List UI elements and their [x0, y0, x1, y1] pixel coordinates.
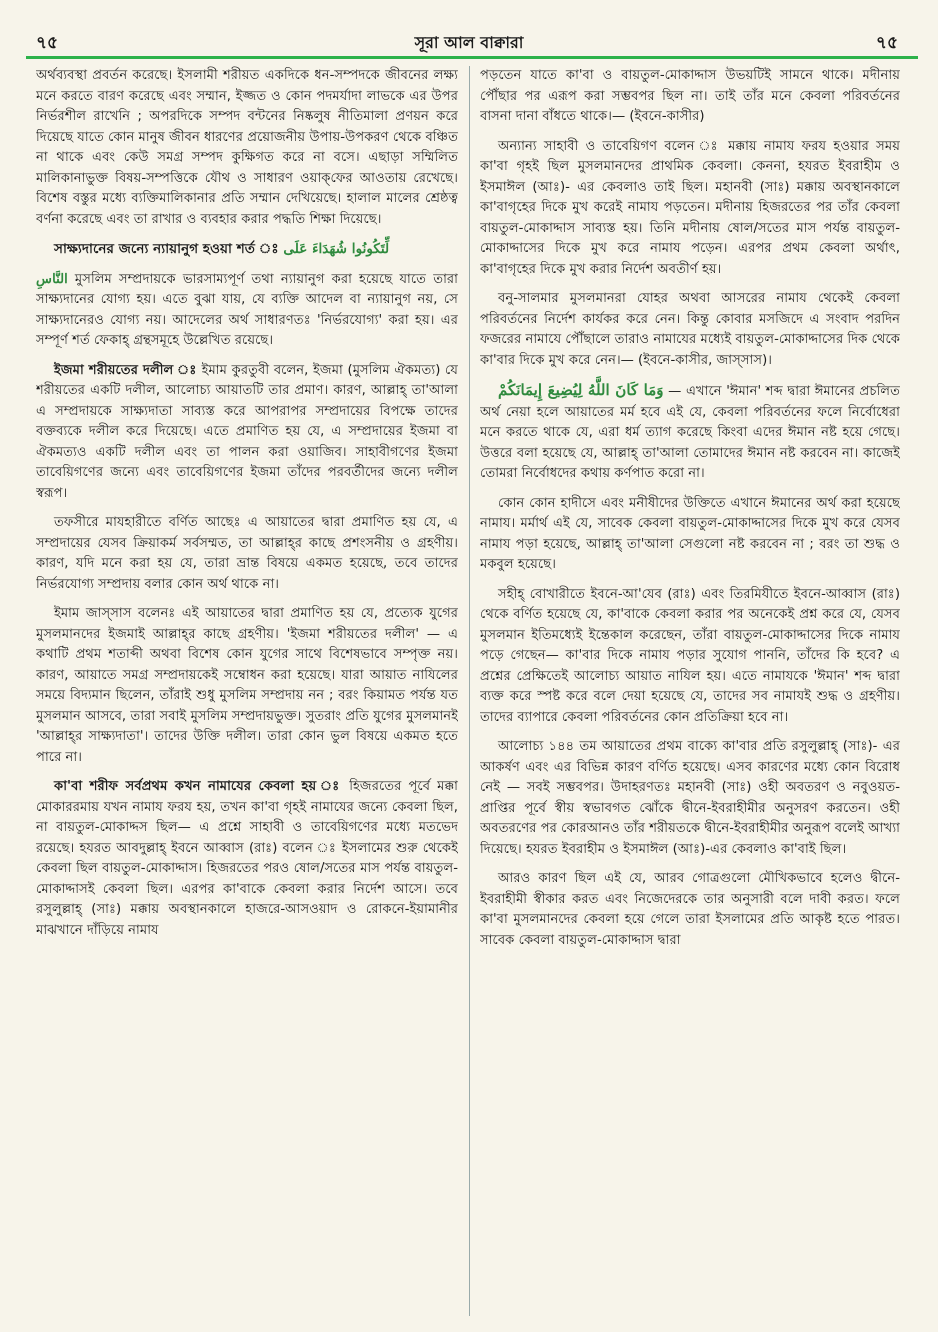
right-column — [480, 66, 900, 1321]
page-number-right: ৭৫ — [875, 33, 898, 53]
page-header — [0, 0, 938, 58]
paragraph: আলোচ্য ১৪৪ তম আয়াতের প্রথম বাক্যে কা'বার প্রতি রসুলুল্লাহ্ (সাঃ)- এর আকর্ষণ এবং এর বিভিন্ন কারণ বর্ণিত হয়েছে। এসব কারণের মধ্যে কোন বিরোধ নেই — সবই সম্ভবপর। উদাহরণতঃ মহানবী (সাঃ) ওহী অবতরণ ও নবুওয়ত-প্রাপ্তির পূর্বে স্বীয় স্বভাবগত ঝোঁকে দ্বীনে-ইবরাহীমীর অনুসরণ করতেন। ওহী অবতরণের পর কোরআনও তাঁর শরীয়তকে দ্বীনে-ইবরাহীমীর অনুরূপ বলেই আখ্যা দিয়েছে। হযরত ইবরাহীম ও ইসমাঈল (আঃ)-এর কেবলাও কা'বাই ছিল। — [480, 739, 900, 857]
paragraph: তফসীরে মাযহারীতে বর্ণিত আছেঃ এ আয়াতের দ্বারা প্রমাণিত হয় যে, এ সম্প্রদায়ের যেসব ক্রিয়াকর্ম সর্বসম্মত, তা আল্লাহ্‌র কাছে প্রশংসনীয় ও গ্রহণীয়। কারণ, যদি মনে করা হয় যে, তারা ভ্রান্ত বিষয়ে একমত হয়েছে, তবে তাদের নির্ভরযোগ্য সম্প্রদায় বলার কোন অর্থ থাকে না। — [36, 515, 458, 592]
paragraph: আরও কারণ ছিল এই যে, আরব গোত্রগুলো মৌখিকভাবে হলেও দ্বীনে-ইবরাহীমী স্বীকার করত এবং নিজেদেরকে তার অনুসারী বলে দাবী করত। ফলে কা'বা মুসলমানদের কেবলা হয়ে গেলে তারা ইসলামের প্রতি আকৃষ্ট হতে পারত। সাবেক কেবলা বায়তুল-মোকাদ্দাস দ্বারা — [480, 871, 900, 948]
arabic-verse: النَّاسِ — [36, 271, 68, 287]
paragraph-text: — এখানে 'ঈমান' শব্দ দ্বারা ঈমানের প্রচলিত অর্থ নেয়া হলে আয়াতের মর্ম হবে এই যে, কেবলা পরিবর্তনের ফলে নির্বোধেরা মনে করতে থাকে যে, এরা ধর্ম ত্যাগ করেছে কিংবা এদের ঈমান নষ্ট হয়ে গেছে। উত্তরে বলা হয়েছে যে, আল্লাহ্ তা'আলা তোমাদের ঈমান নষ্ট করবেন না। কাজেই তোমরা নির্বোধদের কথায় কর্ণপাত করো না। — [480, 384, 900, 481]
arabic-verse: وَمَا كَانَ اللَّهُ لِيُضِيعَ إِيمَانَكُمْ — [498, 381, 664, 399]
paragraph: ইমাম জাস্‌সাস বলেনঃ এই আয়াতের দ্বারা প্রমাণিত হয় যে, প্রত্যেক যুগের মুসলমানদের ইজমাই আল্লাহ্‌র কাছে গ্রহণীয়। 'ইজমা শরীয়তের দলীল' — এ কথাটি প্রথম শতাব্দী অথবা বিশেষ কোন যুগের সাথে বিশেষভাবে সম্পৃক্ত নয়। কারণ, আয়াতে সমগ্র সম্প্রদায়কেই সম্বোধন করা হয়েছে। যারা আয়াত নাযিলের সময়ে বিদ্যমান ছিলেন, তাঁরাই শুধু মুসলিম সম্প্রদায় নন ; বরং কিয়ামত পর্যন্ত যত মুসলমান আসবে, তারা সবাই মুসলিম সম্প্রদায়ভুক্ত। সুতরাং প্রতি যুগের মুসলমানই 'আল্লাহ্‌র সাক্ষ্যদাতা'। তাদের উক্তি দলীল। তারা কোন ভুল বিষয়ে একমত হতে পারে না। — [36, 606, 458, 765]
paragraph: অর্থব্যবস্থা প্রবর্তন করেছে। ইসলামী শরীয়ত একদিকে ধন-সম্পদকে জীবনের লক্ষ্য মনে করতে বারণ করেছে এবং সম্মান, ইজ্জত ও কোন পদমর্যাদা লাভকে এর উপর নির্ভরশীল রাখেনি ; অপরদিকে সম্পদ বন্টনের নিষ্কলুষ নীতিমালা প্রণয়ন করে দিয়েছে যাতে কোন মানুষ জীবন ধারণের প্রয়োজনীয় উপায়-উপকরণ থেকে বঞ্চিত না থাকে এবং কেউ সমগ্র সম্পদ কুক্ষিগত করে না বসে। এছাড়া সম্মিলিত মালিকানাভুক্ত বিষয়-সম্পত্তিকে যৌথ ও সাধারণ ওয়াক্‌ফের আওতায় রেখেছে। বিশেষ বস্তুর মধ্যে ব্যক্তিমালিকানার প্রতি সম্মান দেখিয়েছে। হালাল মালের শ্রেষ্ঠত্ব বর্ণনা করেছে এবং তা রাখার ও ব্যবহার করার পদ্ধতি শিক্ষা দিয়েছে। — [36, 68, 458, 227]
paragraph: পড়তেন যাতে কা'বা ও বায়তুল-মোকাদ্দাস উভয়টিই সামনে থাকে। মদীনায় পৌঁছার পর এরূপ করা সম্ভবপর ছিল না। তাই তাঁর মনে কেবলা পরিবর্তনের বাসনা দানা বাঁধতে থাকে।— (ইবনে-কাসীর) — [480, 68, 900, 124]
paragraph — [36, 361, 458, 505]
paragraph: সহীহ্ বোখারীতে ইবনে-আ'যেব (রাঃ) এবং তিরমিযীতে ইবনে-আব্বাস (রাঃ) থেকে বর্ণিত হয়েছে যে, কা'বাকে কেবলা করার পর অনেকেই প্রশ্ন করে যে, যেসব মুসলমান ইতিমধ্যেই ইন্তেকাল করেছেন, তাঁরা বায়তুল-মোকাদ্দাসের দিকে নামায পড়ে গেছেন— কা'বার দিকে নামায পড়ার সুযোগ পাননি, তাঁদের কি হবে? এ প্রশ্নের প্রেক্ষিতেই আলোচ্য আয়াত নাযিল হয়। এতে নামাযকে 'ঈমান' শব্দ দ্বারা ব্যক্ত করে স্পষ্ট করে বলে দেয়া হয়েছে যে, তাদের সব নামাযই শুদ্ধ ও গ্রহণীয়। তাদের ব্যাপারে কেবলা পরিবর্তনের কোন প্রতিক্রিয়া হবে না। — [480, 586, 900, 725]
paragraph-text: হিজরতের পূর্বে মক্কা মোকাররমায় যখন নামায ফরয হয়, তখন কা'বা গৃহই নামাযের জন্যে কেবলা ছিল, না বায়তুল-মোকাদ্দস ছিল— এ প্রশ্নে সাহাবী ও তাবেয়িগণের মধ্যে মতভেদ রয়েছে। হযরত আবদুল্লাহ্ ইবনে আব্বাস (রাঃ) বলেন ঃ ইসলামের শুরু থেকেই কেবলা ছিল বায়তুল-মোকাদ্দাস। হিজরতের পরও ষোল/সতের মাস পর্যন্ত বায়তুল-মোকাদ্দাসই কেবলা ছিল। এরপর কা'বাকে কেবলা করার নির্দেশ আসে। তবে রসুলুল্লাহ্ (সাঃ) মক্কায় অবস্থানকালে হাজরে-আসওয়াদ ও রোকনে-ইয়ামানীর মাঝখানে দাঁড়িয়ে নামায — [36, 779, 458, 938]
paragraph-text: মুসলিম সম্প্রদায়কে ভারসাম্যপূর্ণ তথা ন্যায়ানুগ করা হয়েছে যাতে তারা সাক্ষ্যদানের যোগ্য হয়। এতে বুঝা যায়, যে ব্যক্তি আদেল বা ন্যায়ানুগ নয়, সে সাক্ষ্যদানেরও যোগ্য নয়। আদেলের অর্থ সাধারণতঃ 'নির্ভরযোগ্য' করা হয়। এর সম্পূর্ণ শর্ত ফেকাহ্ গ্রন্থসমূহে উল্লেখিত রয়েছে। — [36, 271, 458, 348]
column-divider — [469, 66, 470, 1316]
arabic-verse: لِّتَكُونُوا شُهَدَاءَ عَلَى — [283, 241, 390, 257]
header-rule — [26, 56, 918, 59]
paragraph: অন্যান্য সাহাবী ও তাবেয়িগণ বলেন ঃ মক্কায় নামায ফরয হওয়ার সময় কা'বা গৃহই ছিল মুসলমানদের প্রাথমিক কেবলা। কেননা, হযরত ইবরাহীম ও ইসমাঈল (আঃ)- এর কেবলাও তাই ছিল। মহানবী (সাঃ) মক্কায় অবস্থানকালে কা'বাগৃহের দিকে মুখ করেই নামায পড়তেন। মদীনায় হিজরতের পর তাঁর কেবলা বায়তুল-মোকাদ্দাস সাব্যস্ত হয়। তিনি মদীনায় ষোল/সতের মাস পর্যন্ত বায়তুল-মোকাদ্দাসের দিকে মুখ করে নামায পড়েন। এরপর প্রথম কেবলা অর্থাৎ, কা'বাগৃহের দিকে মুখ করার নির্দেশ অবতীর্ণ হয়। — [480, 138, 900, 277]
paragraph: বনু-সালমার মুসলমানরা যোহর অথবা আসরের নামায থেকেই কেবলা পরিবর্তনের নির্দেশ কার্যকর করে নেন। কিন্তু কোবার মসজিদে এ সংবাদ পরদিন ফজরের নামাযে পৌঁছালে তারাও নামাযের মধ্যেই বায়তুল-মোকাদ্দাসের দিক থেকে কা'বার দিকে মুখ করে নেন।— (ইবনে-কাসীর, জাস্‌সাস)। — [480, 291, 900, 368]
paragraph — [36, 777, 458, 941]
paragraph — [36, 270, 458, 352]
section-heading — [54, 239, 458, 260]
page-number-left: ৭৫ — [36, 33, 59, 53]
section-heading: ইজমা শরীয়তের দলীল ঃ — [54, 362, 197, 378]
page-title: সূরা আল বাক্বারা — [414, 33, 524, 52]
section-heading: কা'বা শরীফ সর্বপ্রথম কখন নামাযের কেবলা হয় ঃ — [54, 779, 343, 794]
paragraph: কোন কোন হাদীসে এবং মনীষীদের উক্তিতে এখানে ঈমানের অর্থ করা হয়েছে নামায। মর্মার্থ এই যে, সাবেক কেবলা বায়তুল-মোকাদ্দাসের দিকে মুখ করে যেসব নামায পড়া হয়েছে, আল্লাহ্ তা'আলা সেগুলো নষ্ট করবেন না ; বরং তা শুদ্ধ ও মকবুল হয়েছে। — [480, 495, 900, 572]
paragraph — [480, 380, 900, 485]
heading-text: সাক্ষ্যদানের জন্যে ন্যায়ানুগ হওয়া শর্ত ঃ — [54, 241, 279, 257]
paragraph-text: ইমাম কুরতুবী বলেন, ইজমা (মুসলিম ঐকমত্য) যে শরীয়তের একটি দলীল, আলোচ্য আয়াতটি তার প্রমাণ। কারণ, আল্লাহ্ তা'আলা এ সম্প্রদায়কে সাক্ষ্যদাতা সাব্যস্ত করে আপরাপর সম্প্রদায়ের বিপক্ষে তাদের বক্তব্যকে দলীল করে দিয়েছে। এতে প্রমাণিত হয় যে, এ সম্প্রদায়ের ইজমা বা ঐকমত্যও একটি দলীল এবং তা পালন করা ওয়াজিব। সাহাবীগণের ইজমা তাবেয়িগণের জন্যে এবং তাবেয়িগণের ইজমা তাঁদের পরবর্তীদের জন্যে দলীল স্বরূপ। — [36, 362, 458, 501]
left-column — [36, 66, 458, 1321]
